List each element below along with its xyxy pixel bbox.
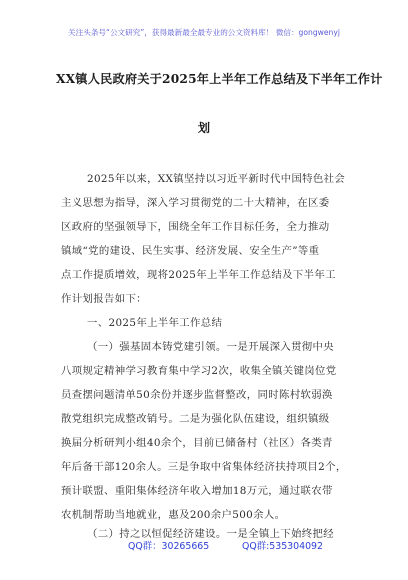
document-title-line-1: XX镇人民政府关于2025年上半年工作总结及下半年工作计	[56, 72, 383, 86]
body-line: 换届分析研判小组40余个，目前已储备村（社区）各类青	[61, 437, 333, 449]
document-title-line-2: 划	[197, 121, 211, 135]
footer-qq-group-1: QQ群：30265665	[128, 541, 210, 552]
body-line: 员查摆问题清单50余份并逐步监督整改，同时陈村软弱涣	[61, 389, 333, 401]
body-line: 镇域“党的建设、民生实事、经济发展、安全生产”等重	[61, 245, 320, 257]
body-line: 年后备干部120余人。三是争取中省集体经济扶持项目2个，	[61, 461, 347, 473]
body-line: 主义思想为指导，深入学习贯彻党的二十大精神，在区委	[61, 197, 330, 209]
body-line: 八项规定精神学习教育集中学习2次，收集全镇关键岗位党	[61, 365, 337, 377]
footer-qq-group-2: QQ群:535304092	[242, 541, 323, 552]
body-line: （二）持之以恒促经济建设。一是全镇上下始终把经	[87, 528, 335, 540]
body-line: 预计联盟、重阳集体经济年收入增加18万元，通过联农带	[61, 485, 333, 497]
body-line: 2025年以来，XX镇坚持以习近平新时代中国特色社会	[87, 173, 346, 185]
promo-banner: 关注头条号“公文研究”，获得最新最全最专业的公文资料库！ 微信：gongwenyj	[68, 28, 340, 37]
body-line: 散党组织完成整改销号。二是为强化队伍建设，组织镇级	[61, 413, 330, 425]
body-line: 农机制帮助当地就业，惠及200余户500余人。	[61, 509, 286, 521]
body-line: 区政府的坚强领导下，围绕全年工作目标任务，全力推动	[61, 221, 330, 233]
body-line: 点工作提质增效，现将2025年上半年工作总结及下半年工	[61, 269, 336, 281]
body-line: 作计划报告如下：	[61, 293, 147, 305]
section-heading: 一、2025年上半年工作总结	[87, 317, 223, 329]
body-line: （一）强基固本铸党建引领。一是开展深入贯彻中央	[87, 341, 335, 353]
